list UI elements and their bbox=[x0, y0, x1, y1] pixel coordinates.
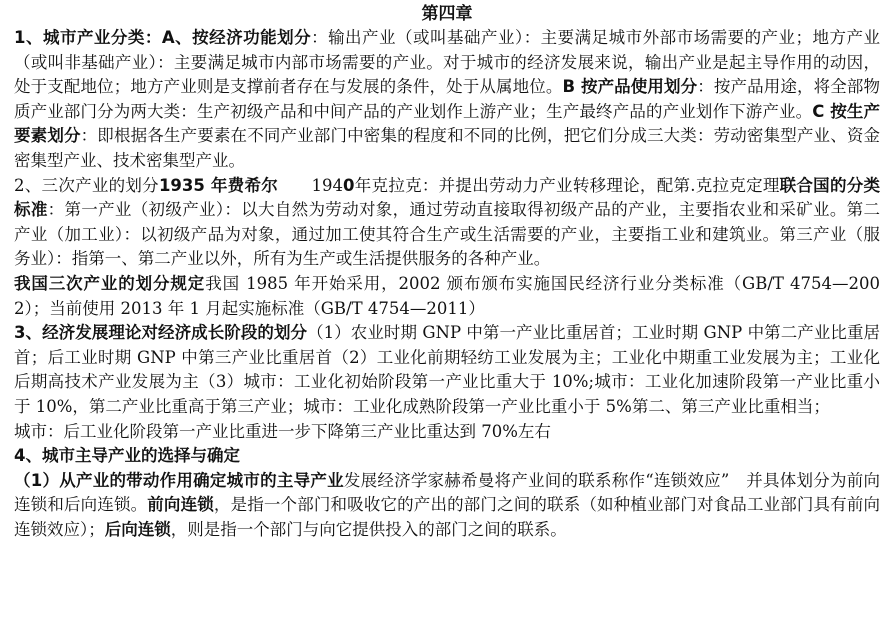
heading-china-rules: 我国三次产业的划分规定 bbox=[14, 273, 206, 293]
heading-production-factor: C 按生产要素划分 bbox=[14, 101, 880, 146]
text-forward-linkage: ，是指一个部门和吸收它的产出的部门之间的联系（如种植业部门对食品工业部门具有前向连锁效应）； bbox=[14, 495, 881, 539]
heading-economic-function: A、按经济功能划分 bbox=[161, 28, 312, 47]
text-three-sector-heading: 2、三次产业的划分 bbox=[14, 175, 159, 195]
heading-growth-stages: 3、经济发展理论对经济成长阶段的划分 bbox=[14, 323, 308, 343]
text-un-classification: ：第一产业（初级产业）：以大自然为劳动对象，通过劳动直接取得初级产品的产业，主要指农业和采矿业。第二产业（加工业）：以初级产品为对象，通过加工使其符合生产或生活需要的产业，主要指工业和建筑业。第三产业（服务业）：指第一、第二产业以外，所有为生产或生活提供服务的各种产业。 bbox=[14, 200, 881, 269]
text-product-use: ：按产品用途，将全部物质产业部门分为两大类：生产初级产品和中间产品的产业划作上游产业；生产最终产品的产业划作下游产业。 bbox=[14, 77, 881, 121]
document-page bbox=[14, 2, 880, 542]
text-clark-theory: 年克拉克：并提出劳动力产业转移理论，配第.克拉克定理 bbox=[354, 175, 780, 195]
text-clark-year-a: 194 bbox=[277, 175, 344, 195]
section-3-growth-stages bbox=[14, 321, 880, 419]
text-post-industrial: 城市：后工业化阶段第一产业比重进一步下降第三产业比重达到 70%左右 bbox=[14, 421, 551, 441]
heading-un-classification: 联合国的分类标准 bbox=[14, 175, 881, 220]
text-fisher-1935: 1935 年费希尔 bbox=[158, 175, 278, 195]
text-china-rules: 我国 1985 年开始采用，2002 颁布颁布实施国民经济行业分类标准（GB/T 4754—2002）；当前使用 2013 年 1 月起实施标准（GB/T 4754—2011） bbox=[14, 273, 881, 318]
heading-forward-linkage: 前向连锁 bbox=[147, 495, 214, 515]
text-clark-year-b: 0 bbox=[343, 175, 355, 195]
heading-leading-industry: 4、城市主导产业的选择与确定 bbox=[14, 446, 240, 466]
text-growth-stages: （1）农业时期 GNP 中第一产业比重居首；工业时期 GNP 中第二产业比重居首；后工业时期 GNP 中第三产业比重居首（2）工业化前期轻纺工业发展为主；工业化中期重工业发展为主；工业化后期高技术产业发展为主（3）城市：工业化初始阶段第一产业比重大于 10%;城市：工业化加速阶段第一产业比重小于 10%，第二产业比重高于第三产业；城市：工业化成熟阶段第一产业比重小于 5%第二、第三产业比重相当； bbox=[14, 323, 881, 416]
text-production-factor: ：即根据各生产要素在不同产业部门中密集的程度和不同的比例，把它们分成三大类：劳动密集型产业、资金密集型产业、技术密集型产业。 bbox=[14, 126, 881, 170]
section-2-three-sector-division bbox=[14, 174, 880, 272]
text-hirschman-linkage: 发展经济学家赫希曼将产业间的联系称作“连锁效应” 并具体划分为前向连锁和后向连锁。 bbox=[14, 470, 880, 515]
heading-backward-linkage: 后向连锁 bbox=[104, 519, 171, 539]
heading-product-use: B 按产品使用划分 bbox=[562, 77, 698, 97]
section-china-three-sector-rules bbox=[14, 272, 880, 321]
section-post-industrial bbox=[14, 420, 880, 445]
text-economic-function: ：输出产业（或叫基础产业）：主要满足城市外部市场需要的产业；地方产业（或叫非基础产业）：主要满足城市内部市场需要的产业。对于城市的经济发展来说，输出产业是起主导作用的动因，处于支配地位；地方产业则是支撑前者存在与发展的条件，处于从属地位。 bbox=[14, 28, 880, 97]
section-leading-industry-linkage bbox=[14, 469, 880, 543]
chapter-title: 第四章 bbox=[421, 4, 473, 24]
section-4-leading-industry bbox=[14, 444, 880, 469]
text-backward-linkage: ，则是指一个部门与向它提供投入的部门之间的联系。 bbox=[170, 519, 567, 539]
section-1-urban-industry-classification bbox=[14, 26, 880, 174]
heading-city-industry-classification: 1、城市产业分类： bbox=[14, 28, 162, 47]
heading-linkage-effect: （1）从产业的带动作用确定城市的主导产业 bbox=[14, 470, 344, 490]
